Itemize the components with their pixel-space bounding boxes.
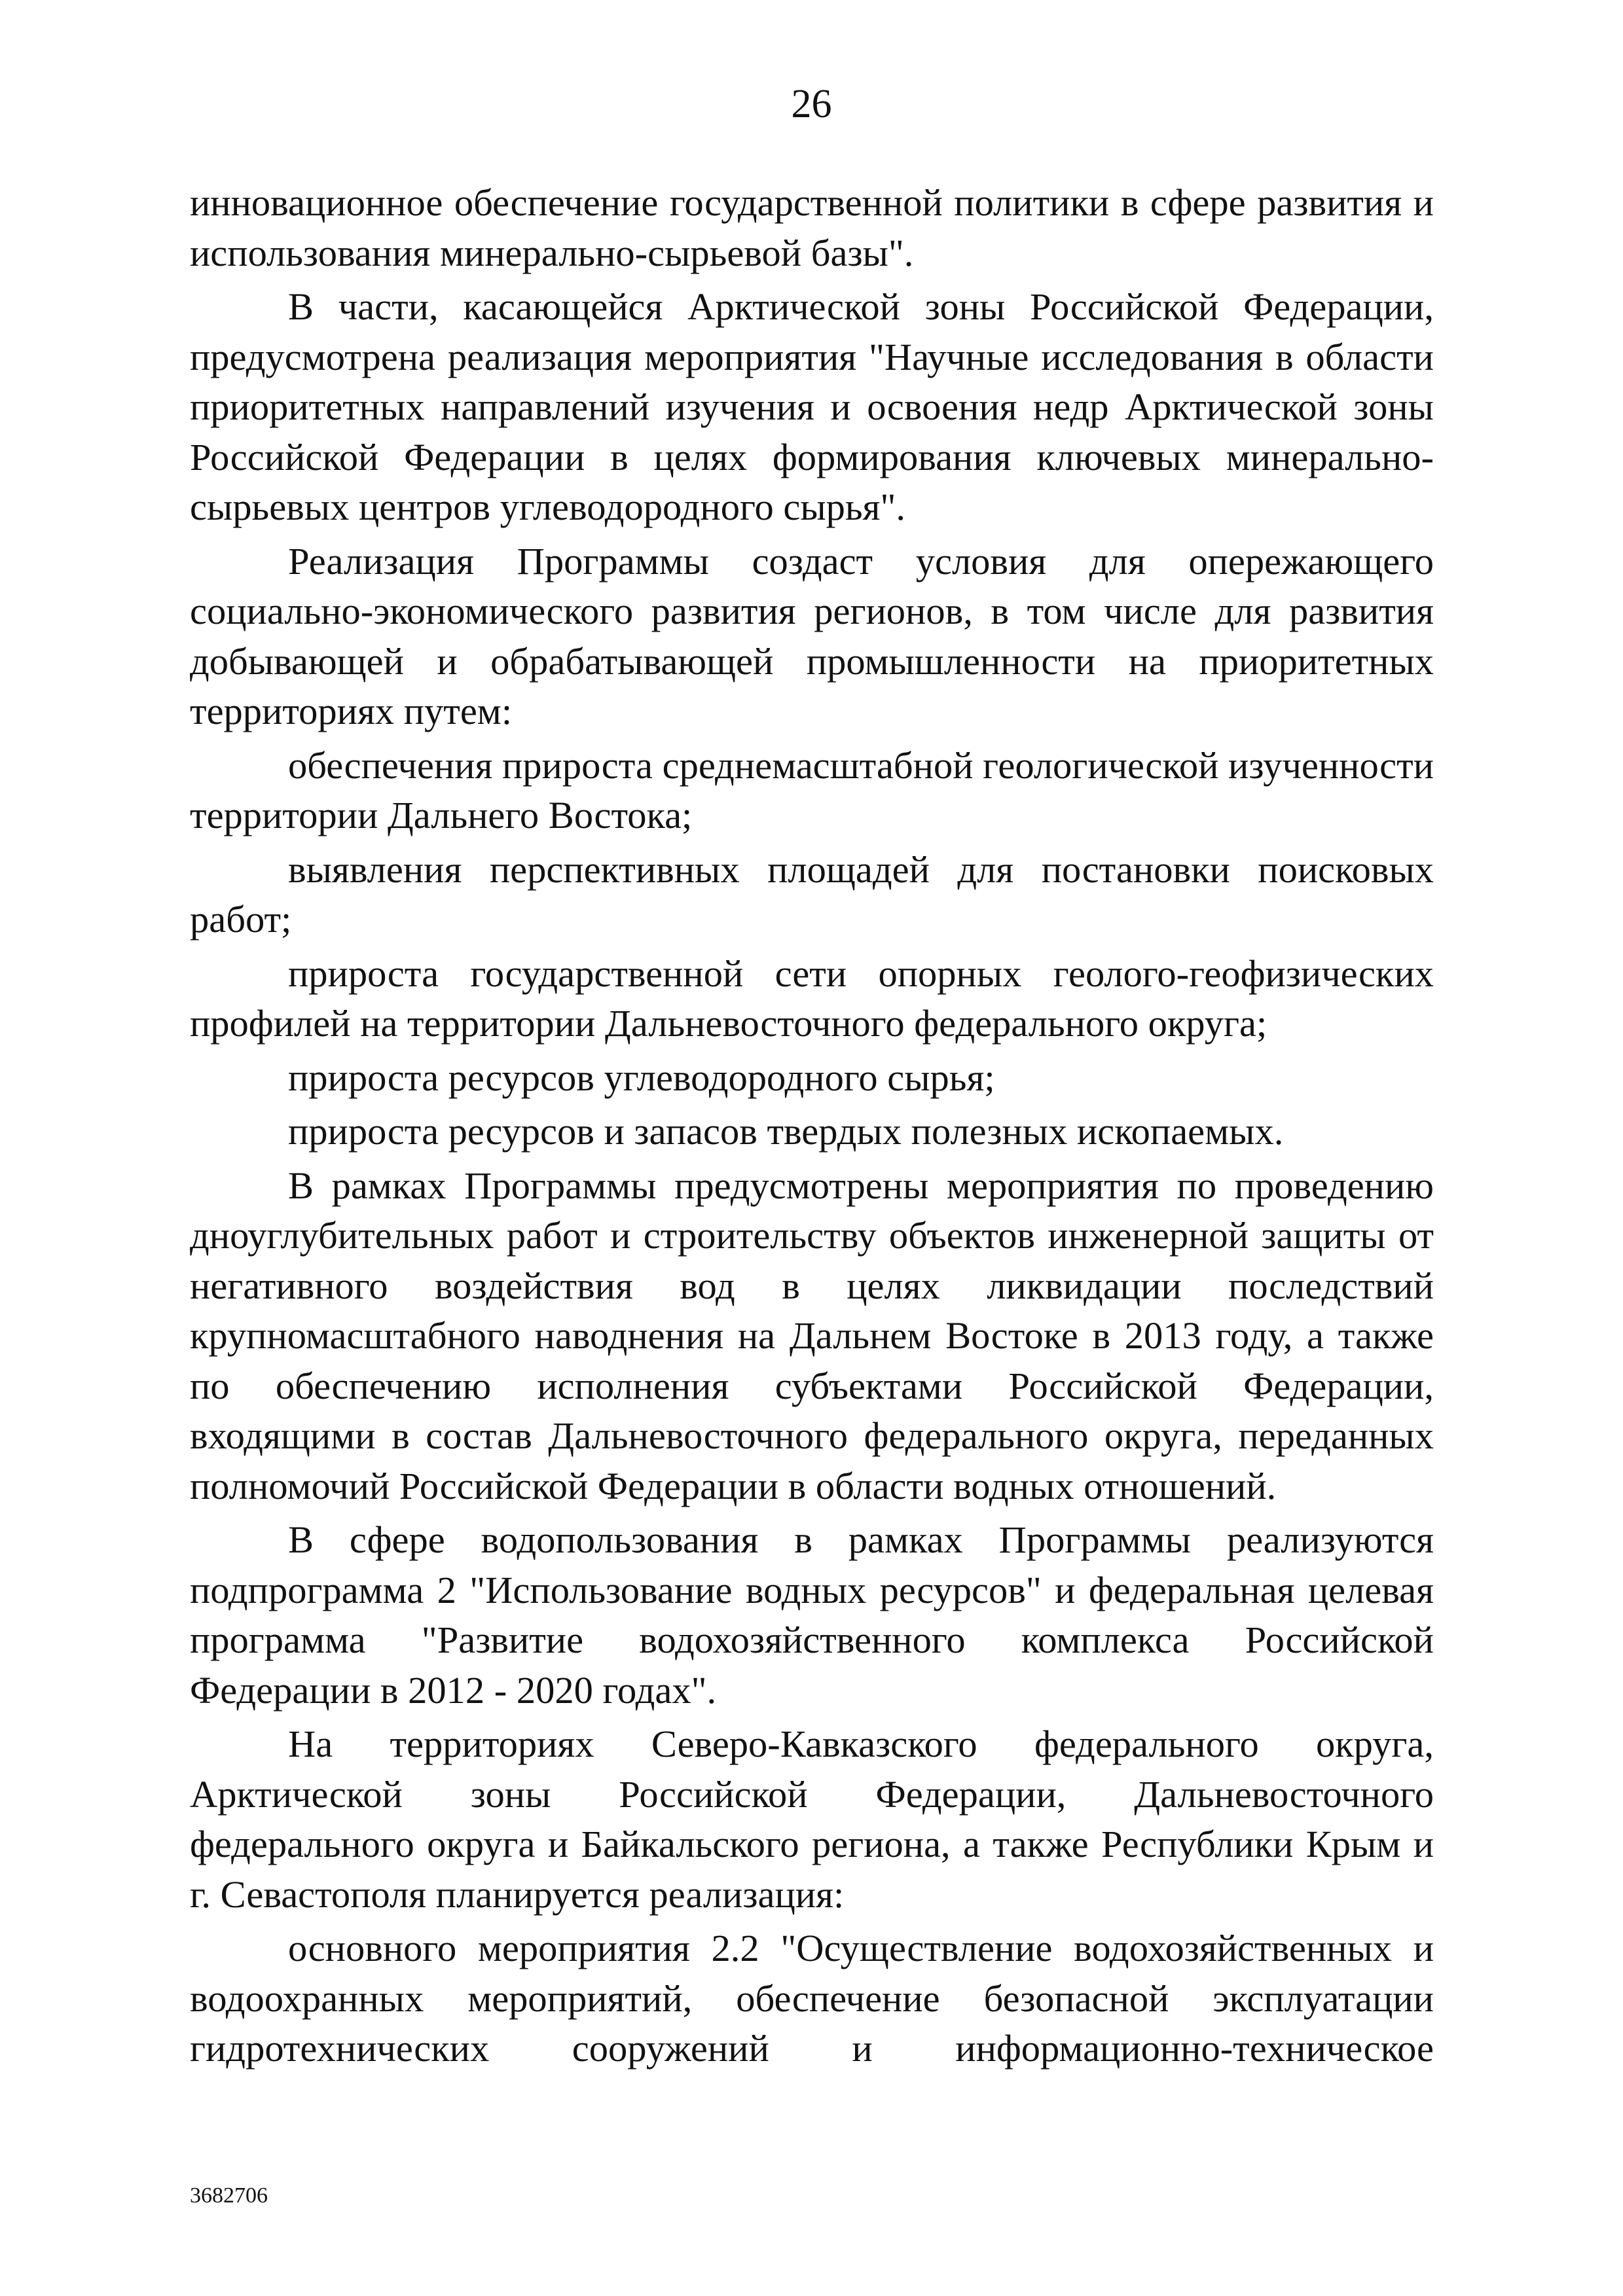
document-code: 3682706 <box>190 2183 268 2208</box>
paragraph-11: На территориях Северо-Кавказского федерального округа, Арктической зоны Российской Федерации, Дальневосточного федерального округа и Байкальского региона, а также Республики Крым и г. Севастополя планируется реализация: <box>190 1723 1434 1916</box>
paragraph-12: основного мероприятия 2.2 "Осуществление водохозяйственных и водоохранных мероприятий, обеспечение безопасной эксплуатации гидротехнических сооружений и информационно-техническое <box>190 1927 1434 2070</box>
page-number: 26 <box>791 82 832 126</box>
paragraph-4: обеспечения прироста среднемасштабной геологической изученности территории Дальнего Востока; <box>190 744 1434 836</box>
paragraph-9: В рамках Программы предусмотрены мероприятия по проведению дноуглубительных работ и строительству объектов инженерной защиты от негативного воздействия вод в целях ликвидации последствий крупномасштабного наводнения на Дальнем Востоке в 2013 году, а также по обеспечению исполнения субъектами Российской Федерации, входящими в состав Дальневосточного федерального округа, переданных полномочий Российской Федерации в области водных отношений. <box>190 1164 1434 1507</box>
paragraph-2: В части, касающейся Арктической зоны Российской Федерации, предусмотрена реализация мероприятия "Научные исследования в области приоритетных направлений изучения и освоения недр Арктической зоны Российской Федерации в целях формирования ключевых минерально-сырьевых центров углеводородного сырья". <box>190 285 1434 528</box>
paragraph-10: В сфере водопользования в рамках Программы реализуются подпрограмма 2 "Использование водных ресурсов" и федеральная целевая программа "Развитие водохозяйственного комплекса Российской Федерации в 2012 - 2020 годах". <box>190 1518 1434 1712</box>
paragraph-8: прироста ресурсов и запасов твердых полезных ископаемых. <box>288 1110 1284 1153</box>
paragraph-5: выявления перспективных площадей для постановки поисковых работ; <box>190 848 1434 941</box>
paragraph-7: прироста ресурсов углеводородного сырья; <box>288 1056 995 1099</box>
paragraph-1: инновационное обеспечение государственной политики в сфере развития и использования минерально-сырьевой базы". <box>190 181 1434 274</box>
document-body <box>190 178 1434 2078</box>
paragraph-3: Реализация Программы создаст условия для опережающего социально-экономического развития регионов, в том числе для развития добывающей и обрабатывающей промышленности на приоритетных территориях путем: <box>190 539 1434 732</box>
paragraph-6: прироста государственной сети опорных геолого-геофизических профилей на территории Дальневосточного федерального округа; <box>190 952 1434 1045</box>
